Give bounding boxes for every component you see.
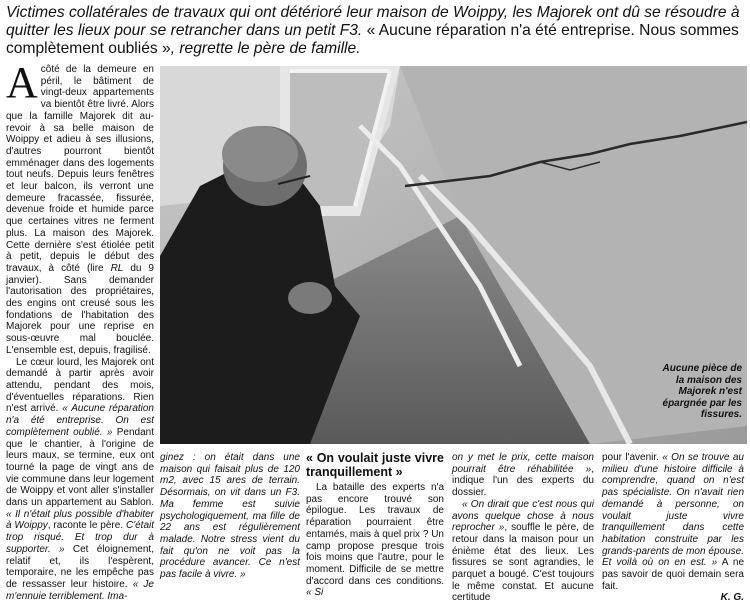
drop-cap: A	[6, 58, 38, 107]
column-1	[6, 58, 155, 602]
column-5	[602, 452, 744, 604]
col1-text: Pendant que le chantier, à l'origine de leurs maux, se termine, eux ont tourné la page de vingt ans de vie commune dans leur logement de Woippy et vont aller s'installer dans un appartement au Sablon.	[6, 426, 154, 509]
quote-risque: C'était trop risqué. Et trop dur à supporter. »	[6, 520, 155, 555]
col1-paragraph-1-end: du 9 janvier). Sans demander l'autorisation des propriétaires, des engins ont creusé sous les fondations de l'habitation des Majorek pour une reprise en sous-œuvre mal bouclée. L'ensemble est, depuis, fragilisé.	[6, 262, 154, 356]
col5-text: pour l'avenir.	[602, 452, 663, 463]
quote-avenir: « On se trouve au milieu d'une histoire difficile à comprendre, quand on n'est pas spécialiste. On n'avait rien demandé à personne, on voulait juste vivre tranquillement dans cette habitation construite par les grands-parents de mon épouse. Et voilà où on en est. »	[602, 452, 744, 569]
quote-reprocher: « On dirait que c'est nous qui avons quelque chose à nous reprocher »	[452, 498, 594, 534]
article-photo	[160, 66, 747, 444]
column-3	[306, 452, 444, 599]
col2-paragraph: ginez : on était dans une maison qui faisait plus de 120 m2, avec 15 ares de terrain. Désormais, on vit dans un F3. Ma femme est suivie psychologiquement, ma fille de 22 ans est régulièrement malade. Notre stress vient du fait qu'on ne voit pas la procédure avancer. Ce n'est pas facile à vivre. »	[160, 452, 300, 581]
lead-quote: « Aucune réparation n'a été entreprise. Nous sommes complètement oubliés »	[6, 22, 739, 57]
author-signature: K. G.	[720, 592, 744, 604]
column-4	[452, 452, 594, 604]
intertitle: « On voulait juste vivre tranquillement »	[306, 451, 444, 479]
article-lead	[6, 4, 746, 58]
col4-text: , indique l'un des experts du dossier.	[452, 463, 594, 499]
col1-paragraph-1: côté de la demeure en péril, le bâtiment de vingt-deux appartements va bientôt être livré. Alors que la famille Majorek dit au-revoir à sa belle maison de Woippy et adieu à ses illusions, d'autres pourront bientôt emménager dans des logements tout neufs. Depuis leurs fenêtres et leur balcon, ils verront une demeure fracassée, fissurée, devenue froide et humide parce que certaines vitres ne ferment plus. La maison des Majorek. Cette dernière s'est étiolée petit à petit, depuis le début des travaux, à côté (lire	[6, 64, 154, 274]
quote-woippy: « Il n'était plus possible d'habiter à Woippy	[6, 508, 154, 532]
photo-caption: Aucune pièce de la maison des Majorek n'est épargnée par les fissures.	[662, 363, 742, 420]
quote-ennui: « Je m'ennuie terriblement. Ima-	[6, 578, 154, 602]
rl-reference: RL	[110, 262, 124, 274]
col4-text-2: , souffle le père, de retour dans la maison pour un énième état des lieux. Les fissures se sont agrandies, le parquet a bougé. C'est toujours le même constat. Et aucune certitude	[452, 522, 595, 604]
photo-illustration	[160, 66, 747, 444]
col1-paragraph-2: Le cœur lourd, les Majorek ont demandé à partir après avoir attendu, pendant des mois, d'éventuelles réparations. Rien n'est arrivé.	[6, 356, 154, 415]
quote-expert: on y met le prix, cette maison pourrait être réhabilitée »	[452, 452, 594, 475]
column-2	[160, 452, 300, 581]
col1-text: , raconte le père.	[47, 520, 126, 532]
col3-quote-start: « Si	[306, 587, 324, 599]
quote-oublie: « Aucune réparation n'a été entreprise. On est complètement oublié. »	[6, 403, 154, 438]
col5-text-2: A ne pas savoir de quoi demain sera fait.	[602, 557, 744, 592]
lead-intro: Victimes collatérales de travaux qui ont détérioré leur maison de Woippy, les Majorek ont dû se résoudre à quitter les lieux pour se retrancher dans un petit F3.	[6, 4, 740, 39]
col1-text: Cet éloignement, relatif et, ils l'espèrent, temporaire, ne les empêche pas de ressasser leur histoire.	[6, 543, 154, 590]
lead-end: , regrette le père de famille.	[170, 40, 361, 57]
col3-paragraph: La bataille des experts n'a pas encore trouvé son épilogue. Les travaux de réparation pourraient être entamés, mais à quel prix ? Un camp propose presque trois fois moins que l'autre, pour le moment. Difficile de se mettre d'accord dans ces conditions.	[306, 482, 444, 587]
